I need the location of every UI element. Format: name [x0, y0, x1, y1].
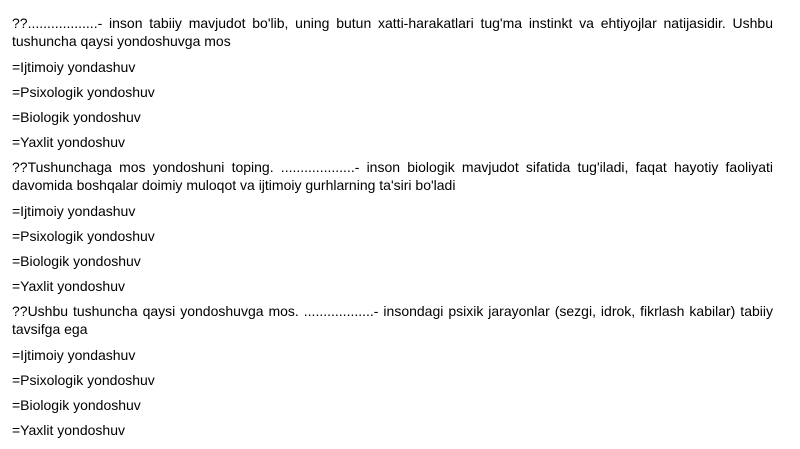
answer-option: =Ijtimoiy yondashuv: [12, 59, 136, 75]
answer-option: =Biologik yondoshuv: [12, 397, 141, 413]
answer-option: =Biologik yondoshuv: [12, 109, 141, 125]
answer-option: =Yaxlit yondoshuv: [12, 134, 125, 150]
answer-option: =Psixologik yondoshuv: [12, 372, 155, 388]
answer-option: =Biologik yondoshuv: [12, 253, 141, 269]
question-text: ??Ushbu tushuncha qaysi yondoshuvga mos. ..................- insondagi psixik jarayonlar (sezgi, idrok, fikrlash kabilar) tabiiy tavsifga ega: [12, 303, 773, 337]
answer-option: =Yaxlit yondoshuv: [12, 278, 125, 294]
answer-option: =Psixologik yondoshuv: [12, 84, 155, 100]
answer-option: =Ijtimoiy yondashuv: [12, 347, 136, 363]
answer-option: =Ijtimoiy yondashuv: [12, 203, 136, 219]
question-block-3: [12, 302, 773, 439]
question-block-1: [12, 14, 773, 151]
answer-option: =Yaxlit yondoshuv: [12, 422, 125, 438]
question-block-2: [12, 158, 773, 295]
answer-option: =Psixologik yondoshuv: [12, 228, 155, 244]
question-text: ??Tushunchaga mos yondoshuni toping. ...................- inson biologik mavjudot sifatida tug'iladi, faqat hayotiy faoliyati davomida boshqalar doimiy muloqot va ijtimoiy gurhlarning ta'siri bo'ladi: [12, 159, 773, 193]
question-text: ??..................- inson tabiiy mavjudot bo'lib, uning butun xatti-harakatlari tug'ma instinkt va ehtiyojlar natijasidir. Ushbu tushuncha qaysi yondoshuvga mos: [12, 15, 773, 49]
